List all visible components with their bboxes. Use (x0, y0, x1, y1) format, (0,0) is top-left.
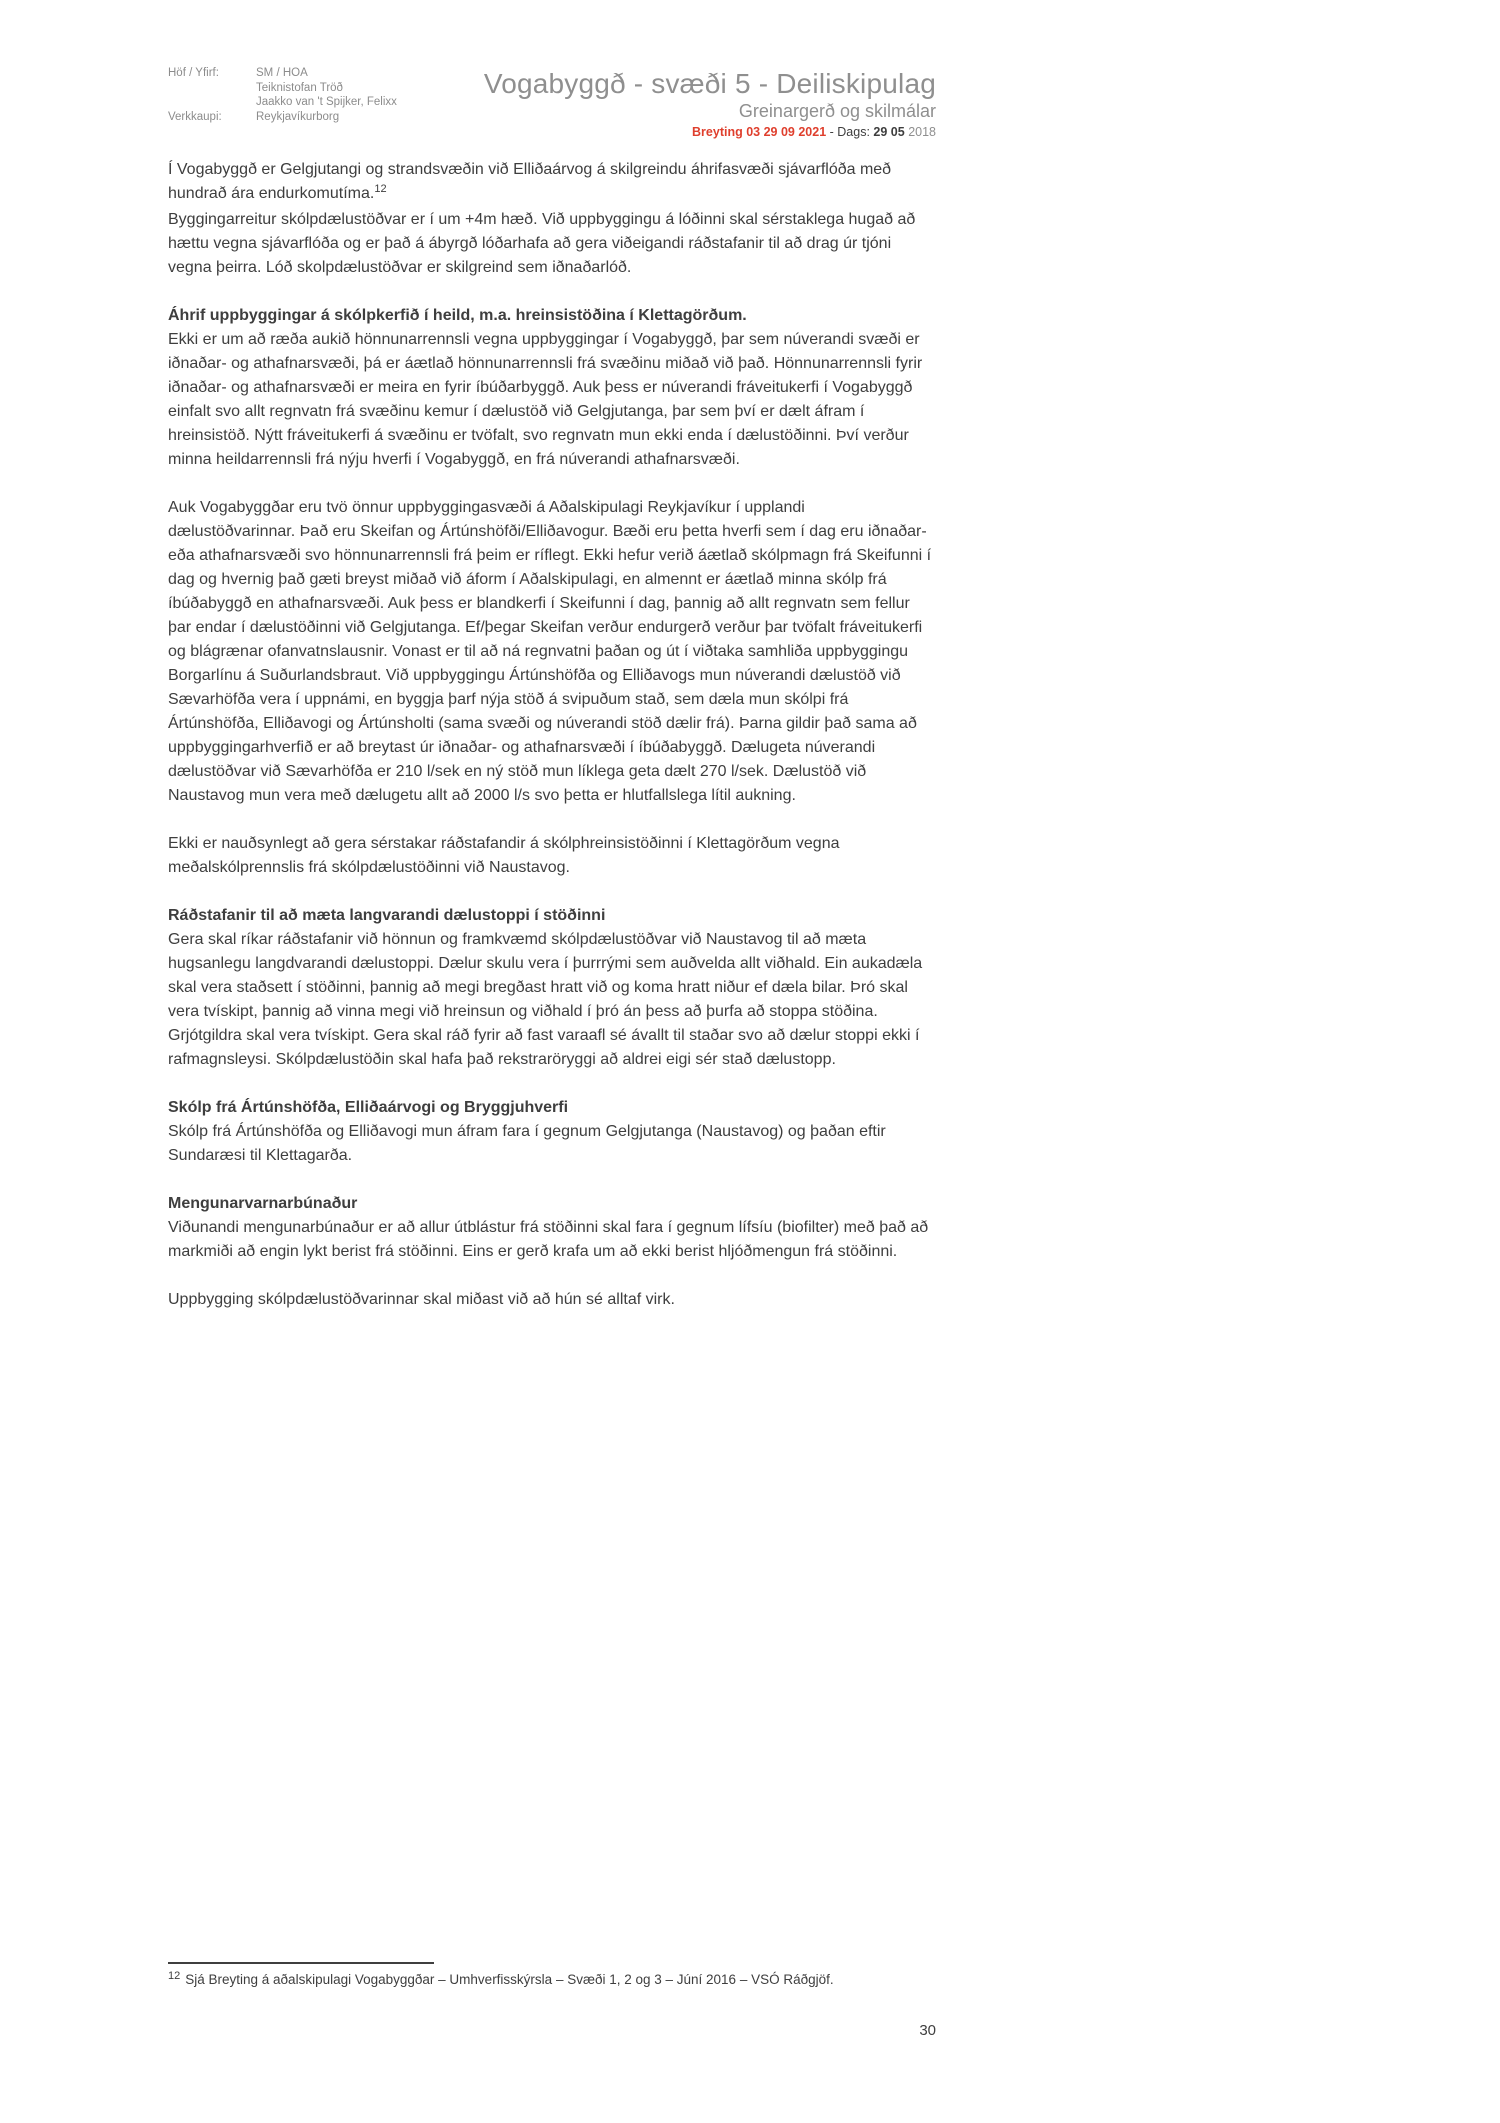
paragraph-intro (168, 158, 936, 206)
meta-row (168, 95, 397, 110)
paragraph: Skólp frá Ártúnshöfða og Elliðavogi mun áfram fara í gegnum Gelgjutanga (Naustavog) og þaðan eftir Sundaræsi til Klettagarða. (168, 1123, 886, 1164)
section-heading: Mengunarvarnarbúnaður (168, 1195, 358, 1212)
footnote-block (168, 1962, 936, 1988)
dateline-year: 2018 (908, 125, 936, 139)
document-title: Vogabyggð - svæði 5 - Deiliskipulag (483, 68, 936, 99)
paragraph: Viðunandi mengunarbúnaður er að allur útblástur frá stöðinni skal fara í gegnum lífsíu (biofilter) með það að markmiði að engin lykt berist frá stöðinni. Eins er gerð krafa um að ekki berist hljóðmengun frá stöðinni. (168, 1219, 929, 1260)
dateline-date: 29 05 (873, 125, 905, 139)
footnote-rule (168, 1962, 434, 1964)
meta-label (168, 81, 256, 96)
paragraph: Uppbygging skólpdælustöðvarinnar skal miðast við að hún sé alltaf virk. (168, 1291, 675, 1308)
dateline-separator: - Dags: (829, 125, 870, 139)
meta-label: Höf / Yfirf: (168, 67, 219, 79)
meta-value: Reykjavíkurborg (256, 110, 340, 123)
paragraph: Gera skal ríkar ráðstafanir við hönnun og framkvæmd skólpdælustöðvar við Naustavog til að mæta hugsanlegu langdvarandi dælustoppi. Dælur skulu vera í þurrrými sem auðvelda allt viðhald. Ein aukadæla skal vera staðsett í stöðinni, þannig að megi bregðast hratt við og koma hratt niður ef dæla bilar. Þró skal vera tvískipt, þannig að vinna megi við hreinsun og viðhald í þró án þess að þurfa að stoppa stöðina. Grjótgildra skal vera tvískipt. Gera skal ráð fyrir að fast varaafl sé ávallt til staðar svo að dælur stoppi ekki í rafmagnsleysi. Skólpdælustöðin skal hafa það rekstraröryggi að aldrei eigi sér stað dælustopp. (168, 931, 923, 1068)
footnote-body: Sjá Breyting á aðalskipulagi Vogabyggðar – Umhverfisskýrsla – Svæði 1, 2 og 3 – Júní 2016 – VSÓ Ráðgjöf. (185, 1972, 834, 1987)
header-meta (168, 66, 397, 124)
section-heading: Ráðstafanir til að mæta langvarandi dælustoppi í stöðinni (168, 907, 606, 924)
paragraph: Auk Vogabyggðar eru tvö önnur uppbyggingasvæði á Aðalskipulagi Reykjavíkur í upplandi dælustöðvarinnar. Það eru Skeifan og Ártúnshöfði/Elliðavogur. Bæði eru þetta hverfi sem í dag eru iðnaðar- eða athafnarsvæði svo hönnunarrennsli frá þeim er ríflegt. Ekki hefur verið áætlað skólpmagn frá Skeifunni í dag og hvernig það gæti breyst miðað við áform í Aðalskipulagi, en almennt er áætlað minna skólp frá íbúðabyggð en athafnarsvæði. Auk þess er blandkerfi í Skeifunni í dag, þannig að allt regnvatn sem fellur þar endar í dælustöðinni við Gelgjutanga. Ef/þegar Skeifan verður endurgerð verður þar tvöfalt fráveitukerfi og blágrænar ofanvatnslausnir. Vonast er til að ná regnvatni þaðan og út í viðtaka samhliða uppbyggingu Borgarlínu á Suðurlandsbraut. Við uppbyggingu Ártúnshöfða og Elliðavogs mun núverandi dælustöð við Sævarhöfða vera í uppnámi, en byggja þarf nýja stöð á svipuðum stað, sem dæla mun skólpi frá Ártúnshöfða, Elliðavogi og Ártúnsholti (sama svæði og núverandi stöð dælir frá). Þarna gildir það sama að uppbyggingarhverfið er að breytast úr iðnaðar- og athafnarsvæði í íbúðabyggð. Dælugeta núverandi dælustöðvar við Sævarhöfða er 210 l/sek en ný stöð mun líklega geta dælt 270 l/sek. Dælustöð við Naustavog mun vera með dælugetu allt að 2000 l/s svo þetta er hlutfallslega lítil aukning. (168, 499, 932, 804)
section-heading: Skólp frá Ártúnshöfða, Elliðaárvogi og Bryggjuhverfi (168, 1099, 569, 1116)
meta-row (168, 110, 397, 125)
meta-value: Jaakko van 't Spijker, Felixx (256, 96, 397, 108)
section-heading: Áhrif uppbyggingar á skólpkerfið í heild, m.a. hreinsistöðina í Klettagörðum. (168, 307, 747, 324)
document-dateline (397, 124, 936, 140)
document-page (168, 0, 936, 2123)
footnote-text (168, 1971, 936, 1988)
paragraph: Ekki er um að ræða aukið hönnunarrennsli vegna uppbyggingar í Vogabyggð, þar sem núverandi svæði er iðnaðar- og athafnarsvæði, þá er áætlað hönnunarrennsli frá svæðinu miðað við það. Hönnunarrennsli fyrir iðnaðar- og athafnarsvæði er meira en fyrir íbúðarbyggð. Auk þess er núverandi fráveitukerfi í Vogabyggð einfalt svo allt regnvatn frá svæðinu kemur í dælustöð við Gelgjutanga, þar sem því er dælt áfram í hreinsistöð. Nýtt fráveitukerfi á svæðinu er tvöfalt, svo regnvatn mun ekki enda í dælustöðinni. Því verður minna heildarrennsli frá nýju hverfi í Vogabyggð, en frá núverandi athafnarsvæði. (168, 331, 923, 468)
revision-text: Breyting 03 29 09 2021 (692, 125, 827, 139)
meta-value: SM / HOA (256, 67, 308, 79)
header-title-block (397, 66, 936, 140)
document-subtitle: Greinargerð og skilmálar (738, 101, 936, 121)
meta-value: Teiknistofan Tröð (256, 81, 343, 94)
meta-label (168, 95, 256, 110)
page-number: 30 (919, 2022, 936, 2039)
document-header (168, 0, 936, 140)
footnote-number: 12 (168, 1970, 181, 1982)
paragraph-flood: Byggingarreitur skólpdælustöðvar er í um +4m hæð. Við uppbyggingu á lóðinni skal sérstaklega hugað að hættu vegna sjávarflóða og er það á ábyrgð lóðarhafa að gera viðeigandi ráðstafanir til að drag úr tjóni vegna þeirra. Lóð skolpdælustöðvar er skilgreind sem iðnaðarlóð. (168, 211, 916, 276)
meta-label: Verkkaupi: (168, 110, 222, 123)
footnote-ref-marker: 12 (374, 183, 387, 195)
paragraph-text: Í Vogabyggð er Gelgjutangi og strandsvæðin við Elliðaárvog á skilgreindu áhrifasvæði sjávarflóða með hundrað ára endurkomutíma. (168, 161, 892, 202)
meta-row (168, 66, 397, 81)
document-body (168, 158, 936, 1312)
paragraph: Ekki er nauðsynlegt að gera sérstakar ráðstafandir á skólphreinsistöðinni í Klettagörðum vegna meðalskólprennslis frá skólpdælustöðinni við Naustavog. (168, 835, 840, 876)
meta-row (168, 81, 397, 96)
